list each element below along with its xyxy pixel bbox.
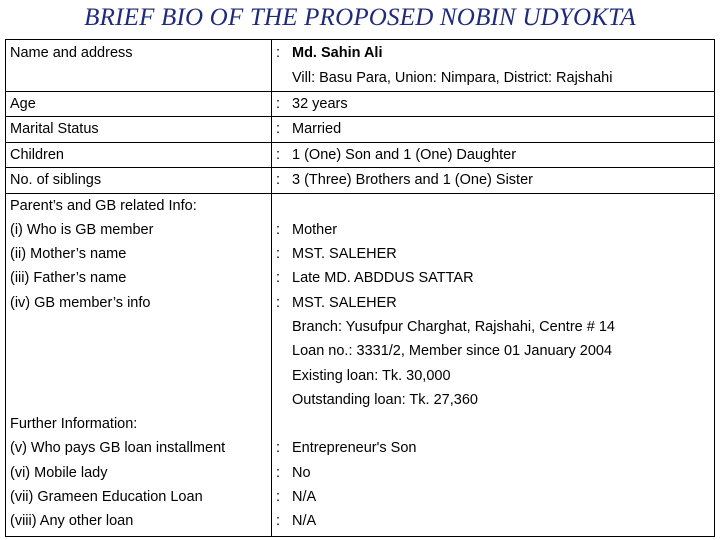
- label-cell: [6, 193, 272, 536]
- further-section-heading: Further Information:: [10, 416, 138, 433]
- colon-separator: :: [276, 221, 281, 238]
- mobile-lady-label: (vi) Mobile lady: [10, 464, 108, 481]
- colon-separator: :: [276, 246, 281, 263]
- marital-status-value: Married: [292, 121, 342, 138]
- other-loan-label: (viii) Any other loan: [10, 513, 134, 530]
- colon-separator: :: [276, 294, 281, 311]
- other-loan-value: N/A: [292, 513, 317, 530]
- education-loan-label: (vii) Grameen Education Loan: [10, 489, 203, 506]
- table-row: [6, 142, 715, 167]
- colon-separator: :: [276, 513, 281, 530]
- bio-table: [5, 39, 715, 537]
- table-row: [6, 40, 715, 92]
- table-row: [6, 91, 715, 116]
- marital-status-label: Marital Status: [10, 121, 99, 138]
- colon-separator: :: [276, 270, 281, 287]
- table-row: [6, 193, 715, 536]
- colon-separator: :: [276, 489, 281, 506]
- existing-loan-info: Existing loan: Tk. 30,000: [292, 367, 451, 384]
- colon-separator: :: [276, 45, 281, 61]
- loan-payer-value: Entrepreneur's Son: [292, 440, 417, 457]
- loan-payer-label: (v) Who pays GB loan installment: [10, 440, 226, 457]
- education-loan-value: N/A: [292, 489, 317, 506]
- colon-separator: :: [276, 146, 281, 163]
- outstanding-loan-info: Outstanding loan: Tk. 27,360: [292, 391, 478, 408]
- page-title: BRIEF BIO OF THE PROPOSED NOBIN UDYOKTA: [84, 4, 636, 31]
- father-name-value: Late MD. ABDDUS SATTAR: [292, 270, 474, 287]
- label-cell: [6, 40, 272, 92]
- age-value: 32 years: [292, 95, 348, 112]
- branch-info: Branch: Yusufpur Charghat, Rajshahi, Centre # 14: [292, 319, 615, 335]
- age-label: Age: [10, 95, 36, 112]
- name-address-label: Name and address: [10, 45, 133, 61]
- children-label: Children: [10, 146, 64, 163]
- gb-member-value: Mother: [292, 221, 338, 238]
- mother-name-value: MST. SALEHER: [292, 246, 397, 263]
- colon-separator: :: [276, 121, 281, 138]
- mobile-lady-value: No: [292, 464, 311, 481]
- colon-separator: :: [276, 440, 281, 457]
- colon-separator: :: [276, 172, 281, 189]
- gb-member-info-value: MST. SALEHER: [292, 294, 397, 311]
- siblings-label: No. of siblings: [10, 172, 102, 189]
- table-row: [6, 168, 715, 193]
- children-value: 1 (One) Son and 1 (One) Daughter: [292, 146, 517, 163]
- father-name-label: (iii) Father’s name: [10, 270, 127, 287]
- table-row: [6, 117, 715, 142]
- parent-section-heading: Parent’s and GB related Info:: [10, 197, 197, 214]
- loan-number-info: Loan no.: 3331/2, Member since 01 January 2004: [292, 343, 613, 360]
- entrepreneur-address: Vill: Basu Para, Union: Nimpara, District: Rajshahi: [292, 70, 613, 86]
- colon-separator: :: [276, 464, 281, 481]
- siblings-value: 3 (Three) Brothers and 1 (One) Sister: [292, 172, 533, 189]
- gb-member-label: (i) Who is GB member: [10, 221, 154, 238]
- colon-separator: :: [276, 95, 281, 112]
- gb-member-info-label: (iv) GB member’s info: [10, 294, 151, 311]
- entrepreneur-name: Md. Sahin Ali: [292, 45, 383, 61]
- mother-name-label: (ii) Mother’s name: [10, 246, 127, 263]
- value-cell: [272, 193, 715, 536]
- value-cell: [272, 40, 715, 92]
